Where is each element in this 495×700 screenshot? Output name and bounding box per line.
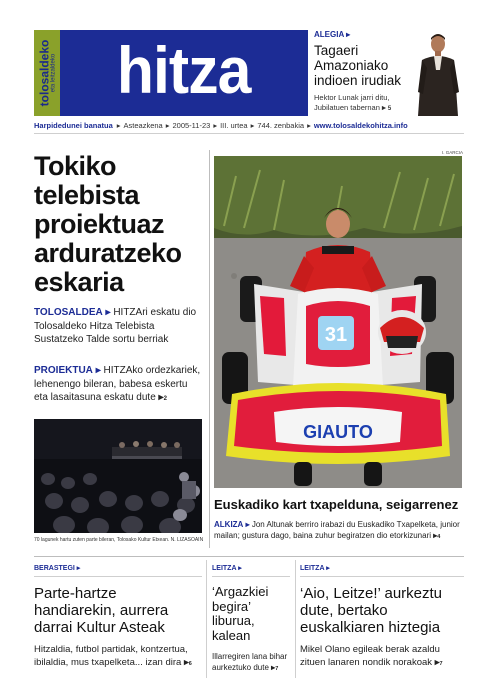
- column-divider: [209, 150, 210, 548]
- issue-date: 2005-11-23: [172, 121, 211, 130]
- story-text: Mikel Olano egileak berak azaldu zituen lanaren nondik norakoak ▸7: [300, 644, 443, 668]
- issue-day: Asteazkena: [123, 121, 163, 130]
- story-kicker: LEITZA ▸: [212, 564, 290, 577]
- masthead-info-bar: Harpidedunei banatua ▸ Asteazkena ▸ 2005-11-23 ▸ III. urtea ▸ 744. zenbakia ▸ www.tolosaldekohitza.info: [34, 118, 464, 134]
- alegia-teaser[interactable]: [314, 30, 464, 116]
- alegia-text: Hektor Lunak jarri ditu, Jubilatuen tabernan ▸ 5: [314, 93, 392, 112]
- issue-number: 744. zenbakia: [257, 121, 305, 130]
- story-title: Parte-hartze handiarekin, aurrera darrai Kultur Asteak: [34, 585, 169, 636]
- story-kicker: LEITZA ▸: [300, 564, 464, 577]
- masthead-side-subtitle: eta leitzaldeko: [50, 53, 56, 93]
- bottom-column-divider: [295, 560, 296, 678]
- main-lead-proiektua: PROIEKTUA ▸ HITZAko ordezkariek, lehenengo bileran, babesa eskertu eta lasaitasuna eskatu dute ▸2: [34, 365, 201, 403]
- kart-driver-photo[interactable]: [214, 156, 462, 488]
- story-kicker: BERASTEGI ▸: [34, 564, 202, 577]
- bottom-divider: [34, 556, 464, 557]
- meeting-audience-photo: [34, 419, 202, 533]
- alegia-kicker: ALEGIA ▸: [314, 30, 351, 39]
- leitza-dictionary-story[interactable]: [300, 564, 464, 670]
- masthead-logo[interactable]: [60, 30, 308, 116]
- berastegi-story[interactable]: [34, 564, 202, 670]
- leitza-book-story[interactable]: [212, 564, 290, 675]
- masthead-side-title: tolosaldeko: [37, 39, 51, 107]
- kart-lead: ALKIZA ▸ Jon Altunak berriro irabazi du Euskadiko Txapelketa, junior mailan; gustura dago, baina zuhur begiratzen dio etorkizunari ▸4: [214, 520, 460, 540]
- website-link[interactable]: www.tolosaldekohitza.info: [313, 121, 408, 130]
- kart-photo-credit: I. GARCIA: [442, 150, 464, 155]
- issue-year: III. urtea: [220, 121, 248, 130]
- story-title: ‘Aio, Leitze!’ aurkeztu dute, bertako euskalkiaren hiztegia: [300, 585, 443, 636]
- subscribers-label: Harpidedunei banatua: [34, 121, 113, 130]
- bottom-column-divider: [206, 560, 207, 678]
- meeting-photo-caption: 70 lagunek hartu zuten parte bileran, Tolosako Kultur Etxean. N. LIZASOAIN: [34, 537, 204, 543]
- story-text: Hitzaldia, futbol partidak, kontzertua, ibilaldia, mus txapelketa... izan dira ▸6: [34, 644, 192, 668]
- alegia-title: Tagaeri Amazoniako indioen irudiak: [314, 43, 402, 88]
- story-text: Illarregiren lana bihar aurkeztuko dute ▸7: [212, 652, 288, 672]
- kart-brand: GIAUTO: [303, 422, 373, 442]
- kart-headline[interactable]: Euskadiko kart txapelduna, seigarrenez: [214, 497, 459, 512]
- masthead-side-label: [34, 30, 60, 116]
- kart-number: 31: [324, 324, 348, 346]
- man-portrait-photo: [412, 30, 466, 116]
- main-headline[interactable]: Tokiko telebista proiektuaz arduratzeko eskaria: [34, 151, 182, 297]
- logo-text: hitza: [117, 33, 251, 107]
- main-lead-tolosaldea: TOLOSALDEA ▸ HITZAri eskatu dio Tolosaldeko Hitza Telebista Sustatzeko Talde sortu berriak: [34, 307, 197, 345]
- story-title: ‘Argazkiei begira’ liburua, kalean: [212, 584, 269, 643]
